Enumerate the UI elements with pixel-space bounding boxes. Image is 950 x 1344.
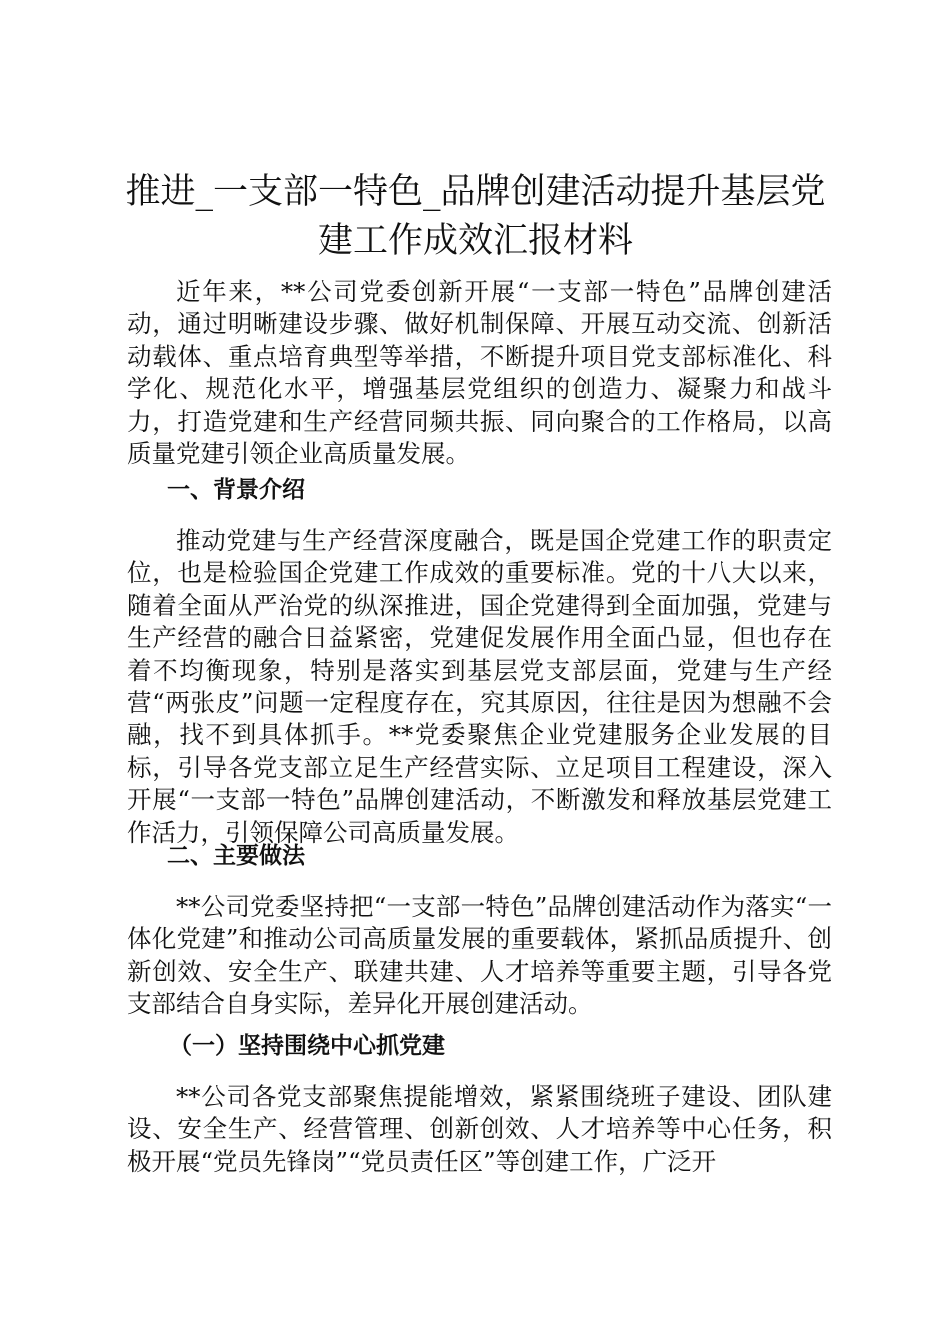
intro-paragraph: 近年来，**公司党委创新开展“一支部一特色”品牌创建活动，通过明晰建设步骤、做好机制保障、开展互动交流、创新活动载体、重点培育典型等举措，不断提升项目党支部标准化、科学化、规范化水平，增强基层党组织的创造力、凝聚力和战斗力，打造党建和生产经营同频共振、同向聚合的工作格局，以高质量党建引领企业高质量发展。: [127, 277, 832, 469]
subsection-heading: （一）坚持围绕中心抓党建: [169, 1033, 445, 1059]
document-title: 推进_一支部一特色_品牌创建活动提升基层党建工作成效汇报材料: [125, 172, 826, 261]
section-heading-main-practices: 二、主要做法: [167, 843, 305, 869]
main-practices-paragraph: **公司党委坚持把“一支部一特色”品牌创建活动作为落实“一体化党建”和推动公司高质量发展的重要载体，紧抓品质提升、创新创效、安全生产、联建共建、人才培养等重要主题，引导各党支部结合自身实际，差异化开展创建活动。: [127, 892, 832, 1019]
section-heading-background: 一、背景介绍: [167, 477, 305, 503]
subsection-paragraph: **公司各党支部聚焦提能增效，紧紧围绕班子建设、团队建设、安全生产、经营管理、创新创效、人才培养等中心任务，积极开展“党员先锋岗”“党员责任区”等创建工作，广泛开: [127, 1082, 832, 1176]
background-paragraph: 推动党建与生产经营深度融合，既是国企党建工作的职责定位，也是检验国企党建工作成效的重要标准。党的十八大以来，随着全面从严治党的纵深推进，国企党建得到全面加强，党建与生产经营的融合日益紧密，党建促发展作用全面凸显，但也存在着不均衡现象，特别是落实到基层党支部层面，党建与生产经营“两张皮”问题一定程度存在，究其原因，往往是因为想融不会融，找不到具体抓手。**党委聚焦企业党建服务企业发展的目标，引导各党支部立足生产经营实际、立足项目工程建设，深入开展“一支部一特色”品牌创建活动，不断激发和释放基层党建工作活力，引领保障公司高质量发展。: [127, 526, 832, 847]
